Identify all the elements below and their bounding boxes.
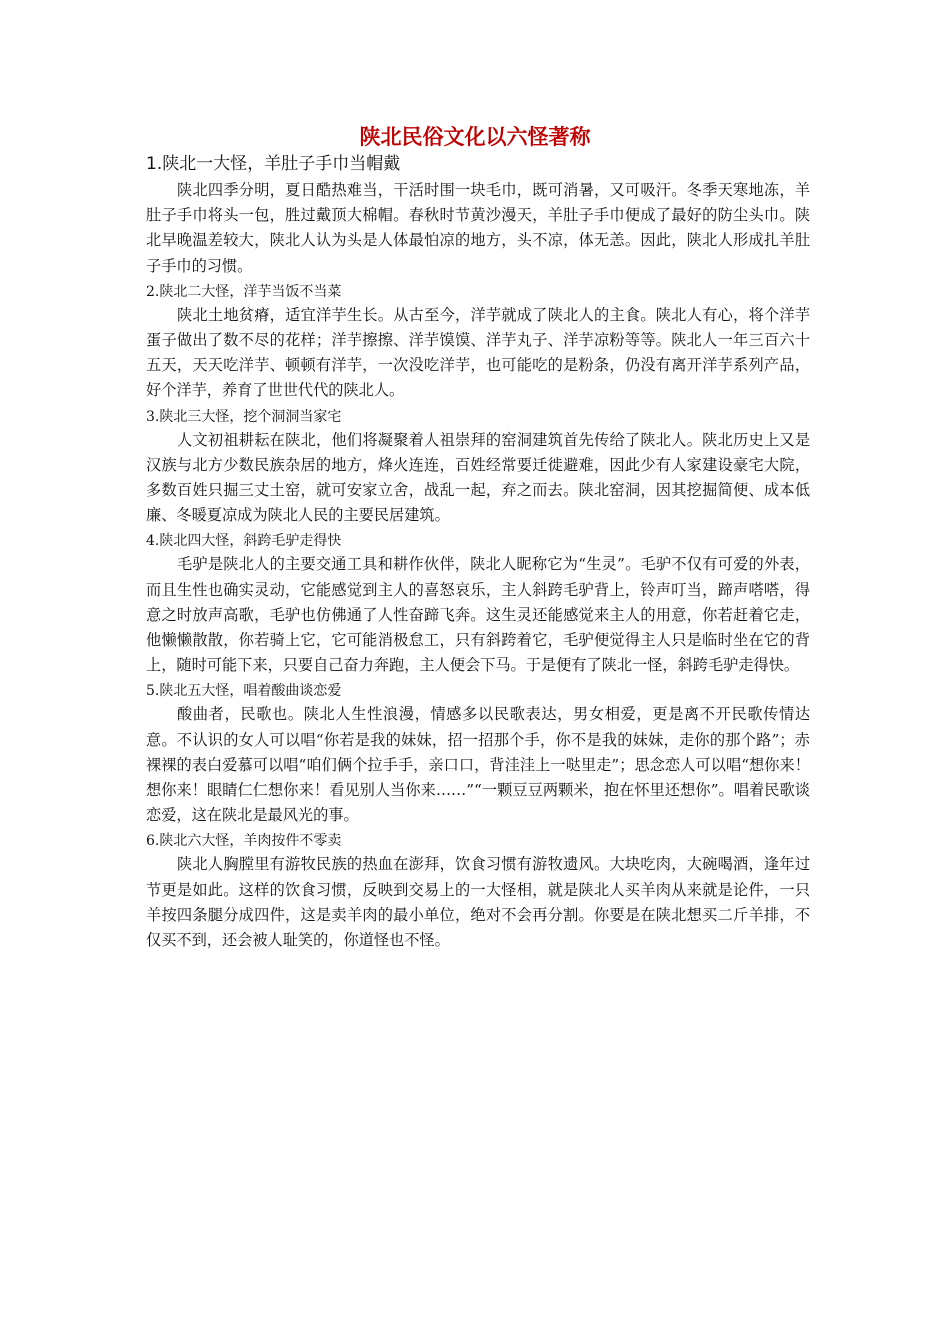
section-paragraph: 毛驴是陕北人的主要交通工具和耕作伙伴，陕北人昵称它为“生灵”。毛驴不仅有可爱的外表，而且生性也确实灵动，它能感觉到主人的喜怒哀乐，主人斜跨毛驴背上，铃声叮当，蹄声嗒嗒，得意之时放声高歌，毛驴也仿佛通了人性奋蹄飞奔。这生灵还能感觉来主人的用意，你若赶着它走，他懒懒散散，你若骑上它，它可能消极怠工，只有斜跨着它，毛驴便觉得主人只是临时坐在它的背上，随时可能下来，只要自己奋力奔跑，主人便会下马。于是便有了陕北一怪，斜跨毛驴走得快。 bbox=[146, 555, 810, 675]
section-heading: 6.陕北六大怪，羊肉按件不零卖 bbox=[146, 833, 342, 850]
section-heading: 4.陕北四大怪，斜跨毛驴走得快 bbox=[146, 533, 342, 550]
section-heading: 5.陕北五大怪，唱着酸曲谈恋爱 bbox=[146, 683, 342, 700]
section-2 bbox=[146, 281, 810, 404]
section-5 bbox=[146, 680, 810, 828]
document-body bbox=[146, 150, 810, 955]
section-heading: 3.陕北三大怪，挖个洞洞当家宅 bbox=[146, 408, 342, 425]
section-paragraph: 陕北人胸膛里有游牧民族的热血在澎拜，饮食习惯有游牧遗风。大块吃肉，大碗喝酒，逢年过节更是如此。这样的饮食习惯，反映到交易上的一大怪相，就是陕北人买羊肉从来就是论件，一只羊按四条腿分成四件，这是卖羊肉的最小单位，绝对不会再分割。你要是在陕北想买二斤羊排，不仅买不到，还会被人耻笑的，你道怪也不怪。 bbox=[146, 855, 810, 950]
section-paragraph: 陕北土地贫瘠，适宜洋芋生长。从古至今，洋芋就成了陕北人的主食。陕北人有心，将个洋芋蛋子做出了数不尽的花样；洋芋擦擦、洋芋馍馍、洋芋丸子、洋芋凉粉等等。陕北人一年三百六十五天，天天吃洋芋、顿顿有洋芋，一次没吃洋芋，也可能吃的是粉条，仍没有离开洋芋系列产品，好个洋芋，养育了世世代代的陕北人。 bbox=[146, 305, 810, 400]
document-title: 陕北民俗文化以六怪著称 bbox=[359, 125, 591, 149]
section-heading: 1.陕北一大怪，羊肚子手巾当帽戴 bbox=[146, 154, 401, 174]
section-paragraph: 酸曲者，民歌也。陕北人生性浪漫，情感多以民歌表达，男女相爱，更是离不开民歌传情达意。不认识的女人可以唱“你若是我的妹妹，招一招那个手，你不是我的妹妹，走你的那个路”；赤裸裸的表白爱慕可以唱“咱们俩个拉手手，亲口口，背洼洼上一哒里走”；思念恋人可以唱“想你来！想你来！眼睛仁仁想你来！看见别人当你来……”“一颗豆豆两颗米，抱在怀里还想你”。唱着民歌谈恋爱，这在陕北是最风光的事。 bbox=[146, 705, 810, 825]
section-4 bbox=[146, 530, 810, 678]
section-3 bbox=[146, 406, 810, 529]
section-6 bbox=[146, 830, 810, 953]
section-paragraph: 人文初祖耕耘在陕北，他们将凝聚着人祖崇拜的窑洞建筑首先传给了陕北人。陕北历史上又是汉族与北方少数民族杂居的地方，烽火连连，百姓经常要迁徙避难，因此少有人家建设豪宅大院，多数百姓只掘三丈土窑，就可安家立舍，战乱一起，弃之而去。陕北窑洞，因其挖掘简便、成本低廉、冬暖夏凉成为陕北人民的主要民居建筑。 bbox=[146, 430, 810, 525]
section-heading: 2.陕北二大怪，洋芋当饭不当菜 bbox=[146, 283, 342, 300]
section-paragraph: 陕北四季分明，夏日酷热难当，干活时围一块毛巾，既可消暑，又可吸汗。冬季天寒地冻，羊肚子手巾将头一包，胜过戴顶大棉帽。春秋时节黄沙漫天，羊肚子手巾便成了最好的防尘头巾。陕北早晚温差较大，陕北人认为头是人体最怕凉的地方，头不凉，体无恙。因此，陕北人形成扎羊肚子手巾的习惯。 bbox=[146, 181, 810, 275]
section-1 bbox=[146, 150, 810, 279]
